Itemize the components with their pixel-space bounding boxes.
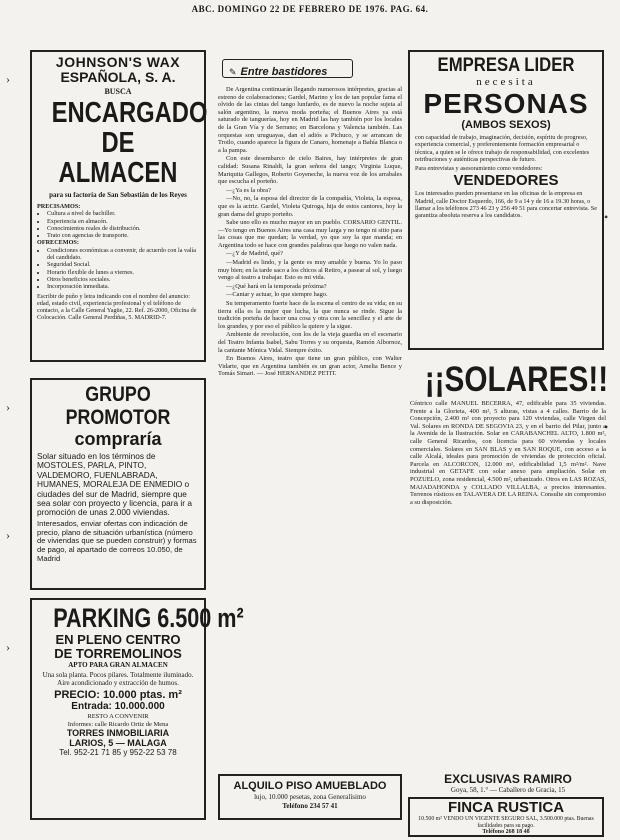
margin-mark: › <box>6 640 10 654</box>
margin-mark: › <box>6 72 10 86</box>
busca-label: BUSCA <box>104 87 132 96</box>
article-paragraph: —¿Ya es la obra? <box>226 186 271 194</box>
ad-line: (AMBOS SEXOS) <box>461 119 551 131</box>
agency-address: LARIOS, 5 — MALAGA <box>69 738 167 748</box>
ad-line: necesita <box>476 76 536 88</box>
margin-mark: › <box>6 400 10 414</box>
finca-ad <box>408 797 604 837</box>
price: PRECIO: 10.000 ptas. m² <box>54 689 182 701</box>
ad-body: Una sola planta. Pocos pilares. Totalmente iluminado. Aire acondicionado y extracción de humos. <box>42 671 194 687</box>
offers-heading: OFRECEMOS: <box>37 239 79 247</box>
margin-mark: • <box>604 420 609 434</box>
article-paragraph: En Buenos Aires, teatro que tiene un gran público, con Walter Vidarte, que en Argentina también es un gran actor, Amelia Bence y Tomás Simari. — José HERNANDEZ PETIT. <box>218 355 402 378</box>
grupo-promotor-ad <box>30 378 206 590</box>
ad-subhead: VENDEDORES <box>453 172 559 190</box>
johnson-ad <box>30 50 206 362</box>
article-paragraph: —Madrid es lindo, y la gente es muy amable y buena. Yo lo paso muy bien; en la tarde saco a los chicos al Retiro, a pasear al sol, y luego vengo al teatro a trabajar. Esto es mi vida. <box>218 259 402 282</box>
article-paragraph: Con este desembarco de cielo Baires, hay intérpretes de gran calidad: Susana Rinaldi, la gran señora del tango; Virginia Luque, Mariquita Gallegos, Roberto Goyeneche, la nueva voz de los arrabales que escucha el porteño. <box>218 155 402 186</box>
article-paragraph: —¿Qué hará en la temporada próxima? <box>226 282 327 290</box>
agency-phone: Tel. 952-21 71 85 y 952-22 53 78 <box>59 748 177 757</box>
list-item: • Horario flexible de lunes a viernes. <box>47 269 199 276</box>
list-item: • Seguridad Social. <box>47 261 199 268</box>
company-name-2: ESPAÑOLA, S. A. <box>60 69 176 85</box>
agency-name: TORRES INMOBILIARIA <box>66 728 170 738</box>
ad-phone: Teléfono 268 18 48 <box>482 829 530 836</box>
section-heading-box: ✎ Entre bastidores <box>222 59 353 78</box>
ad-title: EMPRESA LIDER <box>437 55 575 76</box>
alquilo-ad <box>218 774 402 820</box>
section-heading: Entre bastidores <box>240 66 328 78</box>
exclusivas-name: EXCLUSIVAS RAMIRO <box>444 772 572 786</box>
ad-body: con capacidad de trabajo, imaginación, decisión, espíritu de progreso, experiencia comercial, y preferentemente formación empresarial o técnica, a quien se le ofrece trabajo de responsabilidad, con excelentes retribuciones y auténticas perspectivas de futuro. <box>415 134 590 163</box>
ad-body-3: Los interesados pueden presentarse en las oficinas de la empresa en Madrid, calle Doctor Esquerdo, 166, de 9 a 14 y de 16 a 19.30 horas, o llamar a los teléfonos 273 46 23 y 256 49 51 para concertar entrevista. Se garantiza absoluta reserva a los candidatos. <box>415 190 597 220</box>
ad-phone: Teléfono 234 57 41 <box>282 802 338 810</box>
margin-mark: › <box>6 528 10 542</box>
ad-line: Informes: calle Ricardo Ortiz de Mena <box>67 721 169 728</box>
article-paragraph: —¿Y de Madrid, qué? <box>226 250 283 258</box>
company-name: JOHNSON'S WAX <box>55 54 181 70</box>
offers-list <box>37 247 199 291</box>
ad-body: Céntrico calle MANUEL BECERRA, 47, edificable para 35 viviendas. Frente a la Glorieta, 400 m², 5 alturas, vistas a 4 calles. Barrio de la Concepción, 2.400 m² con proyecto para 120 viviendas, calle Virgen del Val. Solares en RONDA DE SEGOVIA 23, y en el barrio del Pilar, junto a la Avenida de la Ilustración. Solar en CARABANCHEL ALTO, 1.800 m², calle General Ricardos, con licencia para 60 viviendas y locales comerciales. Solares en SAN BLAS y en SAN ROQUE, con acceso a la calle Alcalá, ideales para promoción de viviendas de protección oficial. Parcela en ALCORCON, 12.000 m², edificabilidad 1,5 m²/m². Nave industrial en GETAFE con solar anexo para ampliación. Solar en POZUELO, zona residencial, 4.500 m², urbanizado. Otros en LAS ROZAS, MAJADAHONDA y COLLADO VILLALBA, a precios interesantes. Terrenos rústicos en TALAVERA DE LA REINA. Consulte sin compromiso a su disposición. <box>410 400 606 506</box>
apply-instructions: Escribir de puño y letra indicando con el nombre del anuncio: edad, estado civil, experiencia profesional y el teléfono de contacto, a la Calle General Yagüe, 22. Ref. 26-2000, Oficina de Colocación. Calle General Perdiñas, 5. MADRID-7. <box>37 292 197 322</box>
ad-line: RESTO A CONVENIR <box>87 713 149 720</box>
solares-ad <box>410 360 609 760</box>
ad-title: GRUPO PROMOTOR <box>65 383 171 429</box>
list-item: • Conocimientos reales de distribución. <box>47 225 199 232</box>
ad-body: Solar situado en los términos de MOSTOLES, PARLA, PINTO, VALDEMORO, FUENLABRADA, HUMANES, MORALEJA DE ENMEDIO o ciudades del sur de Madrid, siempre que sea solar con proyecto y licencia, para ir a promoción de unas 2.000 viviendas. <box>37 451 192 518</box>
empresa-lider-ad <box>408 50 604 350</box>
exclusivas-address: Goya, 58, 1.° — Caballero de Gracia, 15 <box>450 786 566 794</box>
ad-body-2: Para entrevistas y asesoramiento como vendedores: <box>415 165 543 173</box>
list-item: • Cultura a nivel de bachiller. <box>47 210 199 217</box>
parking-ad <box>30 598 244 820</box>
ad-title: ¡¡SOLARES!! <box>424 360 609 399</box>
ad-title: FINCA RUSTICA <box>447 799 565 816</box>
article-paragraph: Sabe uno ello es mucho mayor en un pueblo. CORSARIO GENTIL. —Yo tengo en Buenos Aires una casa muy larga y no tengo ni sitio para las cosas que me quedan; la verdad, yo que soy la que manda; en Argentina todo se hace con grandes palabras que luego no valen nada. <box>218 219 402 249</box>
margin-mark: • <box>604 210 609 224</box>
article-paragraph: Su temperamento fuerte hace de la escena el centro de su vida; en su tierra ella es la mujer que lucha, la que nunca se rinde. Sigue la tradición porteña de hacer una cosa y otra con la sencillez y el arte de los grandes, y por eso el público la quiere y la sigue. <box>218 300 402 330</box>
list-item: • Experiencia en almacén. <box>47 218 199 225</box>
ad-title: PARKING 6.500 m² <box>53 603 244 633</box>
ad-title: ALQUILO PISO AMUEBLADO <box>233 780 387 792</box>
list-item: • Condiciones económicas a convenir, de acuerdo con la valía del candidato. <box>47 247 199 262</box>
ad-line: DE TORREMOLINOS <box>54 646 182 661</box>
list-item: • Otros beneficios sociales. <box>47 276 199 283</box>
ad-body: lujo, 10.000 pesetas, zona Generalísimo <box>254 793 366 801</box>
ad-line: EN PLENO CENTRO <box>55 632 181 647</box>
job-title: ENCARGADO <box>51 97 208 129</box>
article-paragraph: —Cantar y actuar, lo que siempre hago. <box>226 291 328 299</box>
list-item: • Trato con agencias de transporte. <box>47 232 199 239</box>
requirements-list <box>37 210 199 239</box>
page-header: ABC. DOMINGO 22 DE FEBRERO DE 1976. PAG. 64. <box>191 4 429 14</box>
article-body <box>218 86 402 768</box>
ad-subtitle: compraría <box>74 429 162 449</box>
ad-line: APTO PARA GRAN ALMACEN <box>68 661 168 669</box>
ad-body: 10.500 m² VENDO UN VIGENTE SEGURO SAL, 3.500.000 ptas. Buenas facilidades para su pago. <box>418 816 594 829</box>
job-subtitle: para su factoría de San Sebastián de los Reyes <box>49 191 187 199</box>
article-paragraph: —No, no, la esposa del director de la compañía, Violeta, la esposa, que es la actriz. Gardel, Violeta Quiroga, hija de estos cantores, hoy la gran dama del grupo porteño. <box>218 195 402 218</box>
article-paragraph: Ambiente de revolución, con los de la vieja guardia en el escenario del Teatro Infanta Isabel, Sabu Torres y su orquesta, Ramón Albornoz, la cantante Mónica Vidal. Siempre éxito. <box>218 331 402 354</box>
job-title-2: DE ALMACEN <box>58 127 178 189</box>
article-paragraph: De Argentina continuarán llegando numerosos intérpretes, gracias al estreno de colaboraciones; Gardel, Marino y los de tan popular fama el olvido de las cintas del tango lunfardo, es de nuevo la noche sujeta al salón argentino, la nueva moda porteña; el Buenos Aires ya está saturado de tanguerías, hoy en Madrid las hay también por los locales de la Gran Vía y de Serrano; en Barcelona y Valencia también. Las orquestas son uruguayas, dan el adiós a Pichuco, y se arrancan de Troilo, cuando aparece la figura de Canaro, homenaje a Bahía Blanca o a la pampa. <box>218 86 402 154</box>
ad-headline: PERSONAS <box>423 88 589 119</box>
ad-body-2: Interesados, enviar ofertas con indicación de precio, plano de situación urbanística (número de viviendas que se pueden construir) y formas de pago, al apartado de correos 10.050, de Madrid <box>37 518 197 564</box>
down-payment: Entrada: 10.000.000 <box>71 701 165 712</box>
list-item: • Incorporación inmediata. <box>47 283 199 290</box>
requirements-heading: PRECISAMOS: <box>37 203 81 210</box>
